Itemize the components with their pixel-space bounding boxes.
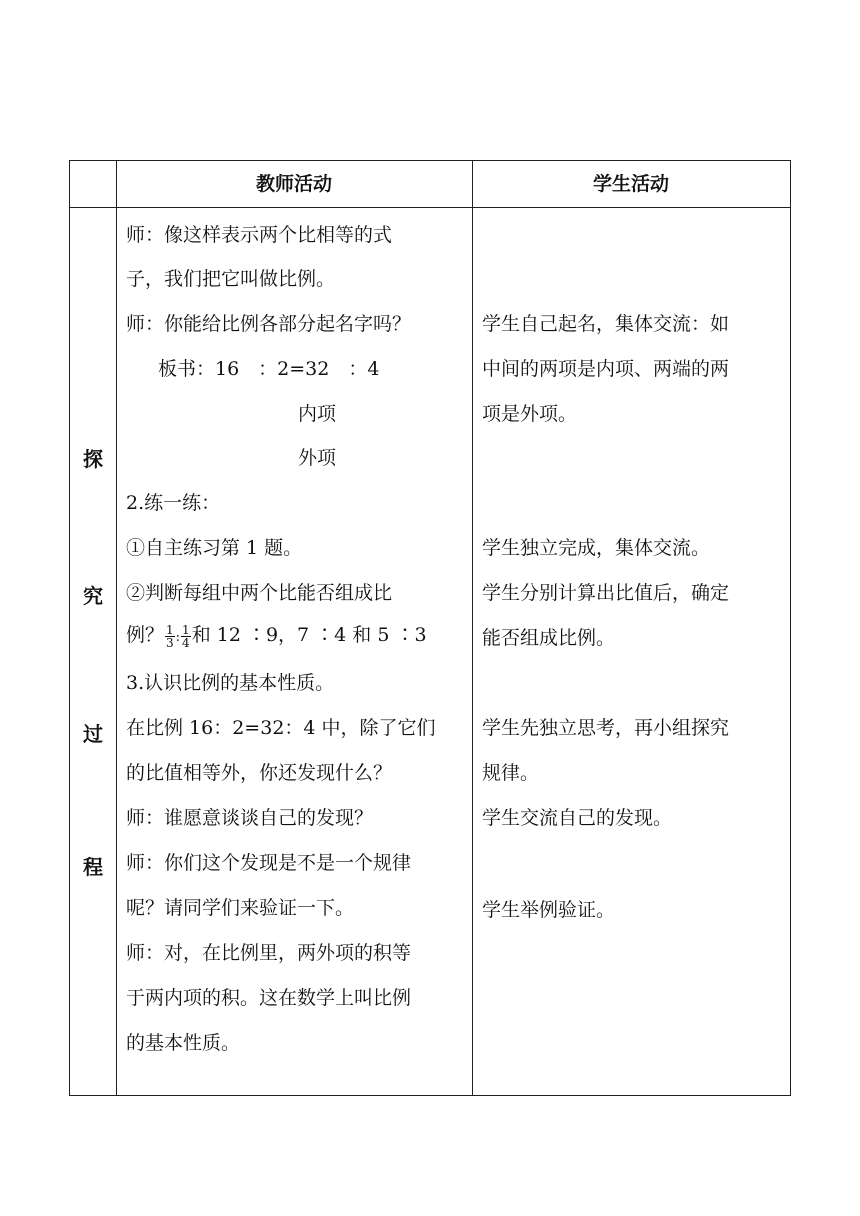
student-text-line: 学生分别计算出比值后，确定: [482, 582, 730, 604]
side-label-char: 探: [83, 447, 103, 471]
inner-terms-label: 内项: [298, 403, 337, 425]
fraction-numerator: 1: [182, 622, 190, 637]
teacher-text-line: 师：你们这个发现是不是一个规律: [126, 852, 412, 874]
student-text-line: 学生独立完成，集体交流。: [482, 537, 711, 559]
outer-terms-label: 外项: [298, 447, 337, 469]
header-teacher-activity: 教师活动: [255, 173, 332, 195]
ratio-colon: :: [175, 630, 181, 645]
teacher-text-line: 师：你能给比例各部分起名字吗？: [126, 313, 412, 335]
ratio-suffix: 和 12 ∶9，7 ∶4 和 5 ∶3: [191, 624, 427, 646]
teacher-text-line: 的比值相等外，你还发现什么？: [126, 762, 393, 784]
teacher-text-line: 于两内项的积。这在数学上叫比例: [126, 987, 412, 1009]
teacher-text-line: 2.练一练：: [126, 492, 221, 514]
student-text-line: 学生交流自己的发现。: [482, 807, 673, 829]
student-text-line: 能否组成比例。: [482, 627, 616, 649]
header-student-activity: 学生活动: [592, 173, 669, 195]
fraction-denominator: 4: [182, 635, 190, 650]
side-label-char: 程: [83, 855, 103, 879]
teacher-text-line: 师：谁愿意谈谈自己的发现？: [126, 807, 374, 829]
student-text-line: 学生自己起名，集体交流：如: [482, 313, 730, 335]
student-text-line: 学生先独立思考，再小组探究: [482, 717, 730, 739]
side-label-char: 究: [83, 584, 103, 608]
student-text-line: 学生举例验证。: [482, 899, 616, 921]
teacher-text-line: 师：像这样表示两个比相等的式: [126, 224, 393, 246]
teacher-text-line: 在比例 16：2=32：4 中，除了它们: [126, 717, 436, 739]
teacher-text-line: ①自主练习第 1 题。: [126, 537, 303, 559]
column-divider: [472, 161, 473, 1095]
teacher-text-line: 的基本性质。: [126, 1032, 241, 1054]
teacher-text-line: 子，我们把它叫做比例。: [126, 268, 336, 290]
blackboard-line: 板书：16 ：2=32 ：4: [158, 358, 380, 380]
header-divider: [70, 207, 790, 208]
side-label-char: 过: [83, 722, 103, 746]
student-text-line: 规律。: [482, 762, 540, 784]
student-text-line: 项是外项。: [482, 403, 578, 425]
fraction: [181, 624, 191, 649]
teacher-text-line: 师：对，在比例里，两外项的积等: [126, 942, 412, 964]
fraction: [165, 624, 175, 649]
ratio-prefix: 例？: [126, 624, 165, 646]
column-divider: [116, 161, 117, 1095]
lesson-table: [69, 160, 791, 1096]
teacher-text-line: 呢？请同学们来验证一下。: [126, 897, 355, 919]
teacher-text-line: 3.认识比例的基本性质。: [126, 672, 335, 694]
fraction-numerator: 1: [166, 622, 174, 637]
teacher-text-line: ②判断每组中两个比能否组成比: [126, 582, 393, 604]
fraction-denominator: 3: [166, 635, 174, 650]
teacher-ratio-line: [126, 623, 427, 650]
student-text-line: 中间的两项是内项、两端的两: [482, 358, 730, 380]
